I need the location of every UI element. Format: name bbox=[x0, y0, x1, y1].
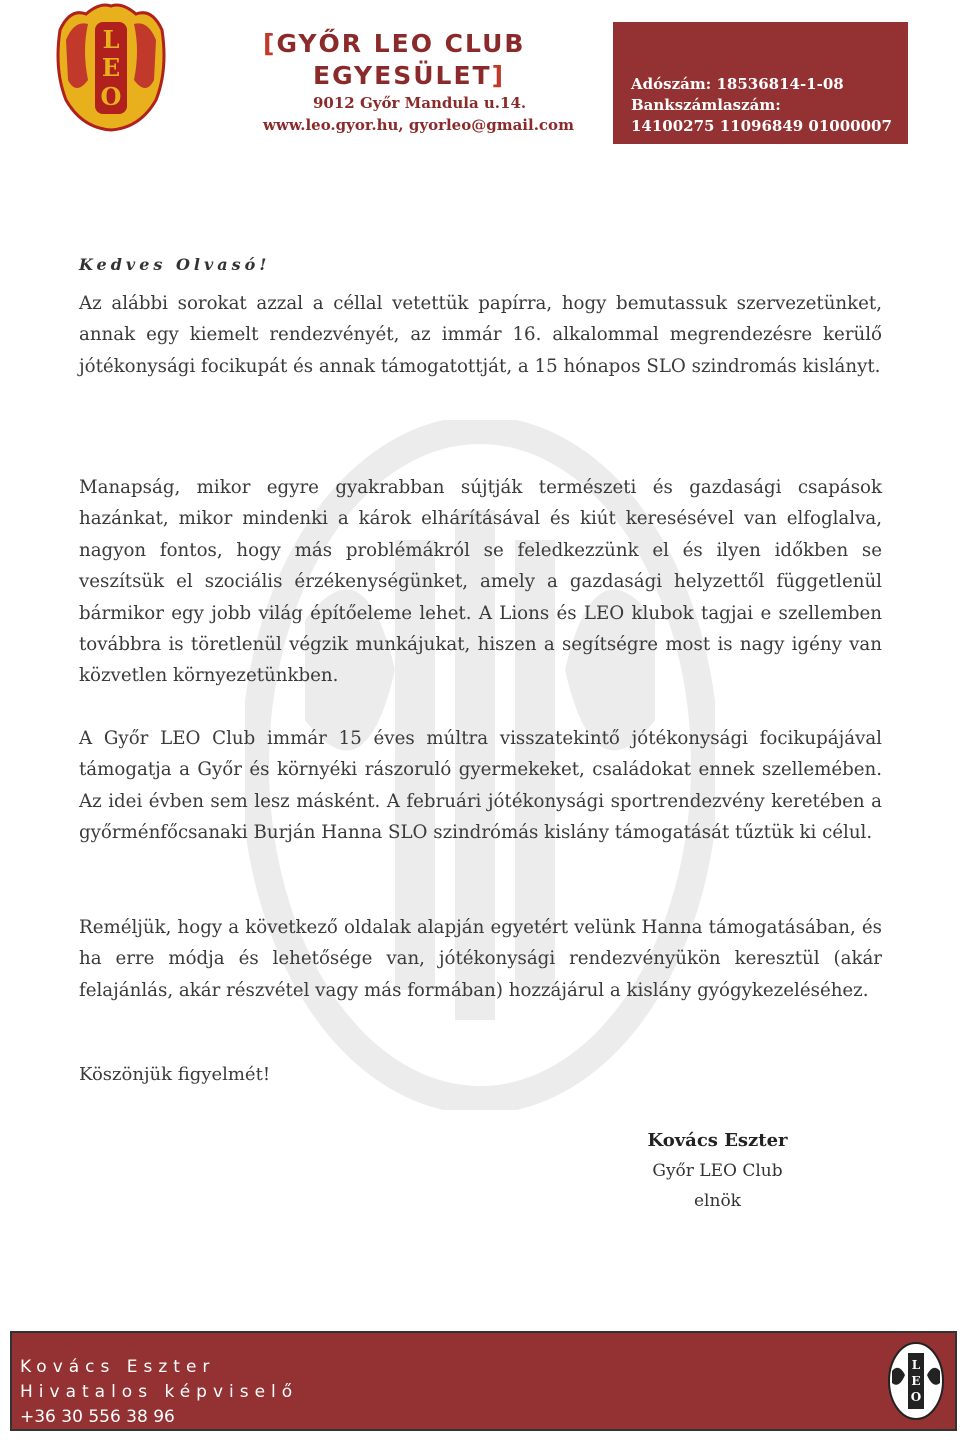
org-header bbox=[263, 28, 608, 136]
footer-title: Hivatalos képviselő bbox=[20, 1382, 299, 1402]
org-name-line1: GYŐR LEO CLUB bbox=[276, 29, 526, 58]
paragraph-request: Reméljük, hogy a következő oldalak alapján egyetért velünk Hanna támogatásában, és ha erre módja és lehetősége van, jótékonysági rendezvényükön keresztül (akár felajánlás, akár részvétel vagy más formában) hozzájárul a kislány gyógykezeléséhez. bbox=[79, 917, 882, 1001]
org-name-line2: EGYESÜLET bbox=[313, 61, 492, 90]
svg-text:L: L bbox=[102, 25, 120, 54]
signature-name: Kovács Eszter bbox=[647, 1130, 788, 1151]
paragraph-context: Manapság, mikor egyre gyakrabban sújtják természeti és gazdasági csapások hazánkat, mikor mindenki a károk elhárításával és kiút keresésével van elfoglalva, nagyon fontos, hogy más problémákról se feledkezzünk el és ilyen időkben se veszítsük el szociális érzékenységünket, amely a gazdasági helyzettől függetlenül bármikor egy jobb világ építőeleme lehet. A Lions és LEO klubok tagjai e szellemben továbbra is töretlenül végzik munkájukat, hiszen a segítségre most is nagy igény van közvetlen környezetünkben. bbox=[79, 477, 882, 687]
leo-lions-logo bbox=[52, 0, 170, 132]
svg-text:O: O bbox=[910, 1390, 922, 1404]
paragraph-intro: Az alábbi sorokat azzal a céllal vetettük papírra, hogy bemutassuk szervezetünket, annak egy kiemelt rendezvényét, az immár 16. alkalommal megrendezésre kerülő jótékonysági focikupát és annak támogatottját, a 15 hónapos SLO szindromás kislányt. bbox=[79, 293, 882, 377]
org-address: 9012 Győr Mandula u.14. bbox=[313, 94, 527, 112]
svg-text:O: O bbox=[100, 82, 122, 111]
svg-text:E: E bbox=[911, 1374, 921, 1388]
signature-club: Győr LEO Club bbox=[652, 1161, 783, 1181]
org-web-email: www.leo.gyor.hu, gyorleo@gmail.com bbox=[263, 116, 574, 134]
paragraph-cup: A Győr LEO Club immár 15 éves múltra visszatekintő jótékonysági focikupájával támogatja a Győr és környéki rászoruló gyermekeket, családokat ennek szellemében. Az idei évben sem lesz másként. A februári jótékonysági sportrendezvény keretében a győrménfőcsanaki Burján Hanna SLO szindrómás kislány támogatását tűztük ki célul. bbox=[79, 728, 882, 844]
bank-number: 14100275 11096849 01000007 bbox=[631, 117, 892, 135]
footer-contact bbox=[20, 1355, 298, 1430]
footer-phone: +36 30 556 38 96 bbox=[20, 1407, 175, 1427]
tax-bank-box bbox=[613, 22, 908, 144]
bracket-close: ] bbox=[491, 61, 506, 90]
footer-name: Kovács Eszter bbox=[20, 1357, 216, 1377]
signature-block bbox=[620, 1126, 815, 1216]
greeting: Kedves Olvasó! bbox=[79, 255, 271, 274]
thanks-line: Köszönjük figyelmét! bbox=[79, 1064, 271, 1085]
svg-text:E: E bbox=[101, 53, 121, 82]
footer-bar bbox=[10, 1331, 957, 1431]
leo-logo-small bbox=[887, 1341, 945, 1421]
org-name bbox=[263, 28, 608, 92]
svg-text:L: L bbox=[911, 1358, 921, 1372]
signature-role: elnök bbox=[694, 1191, 741, 1211]
bank-label: Bankszámlaszám: bbox=[631, 96, 781, 114]
bracket-open: [ bbox=[263, 29, 277, 58]
tax-id: Adószám: 18536814-1-08 bbox=[631, 75, 844, 93]
